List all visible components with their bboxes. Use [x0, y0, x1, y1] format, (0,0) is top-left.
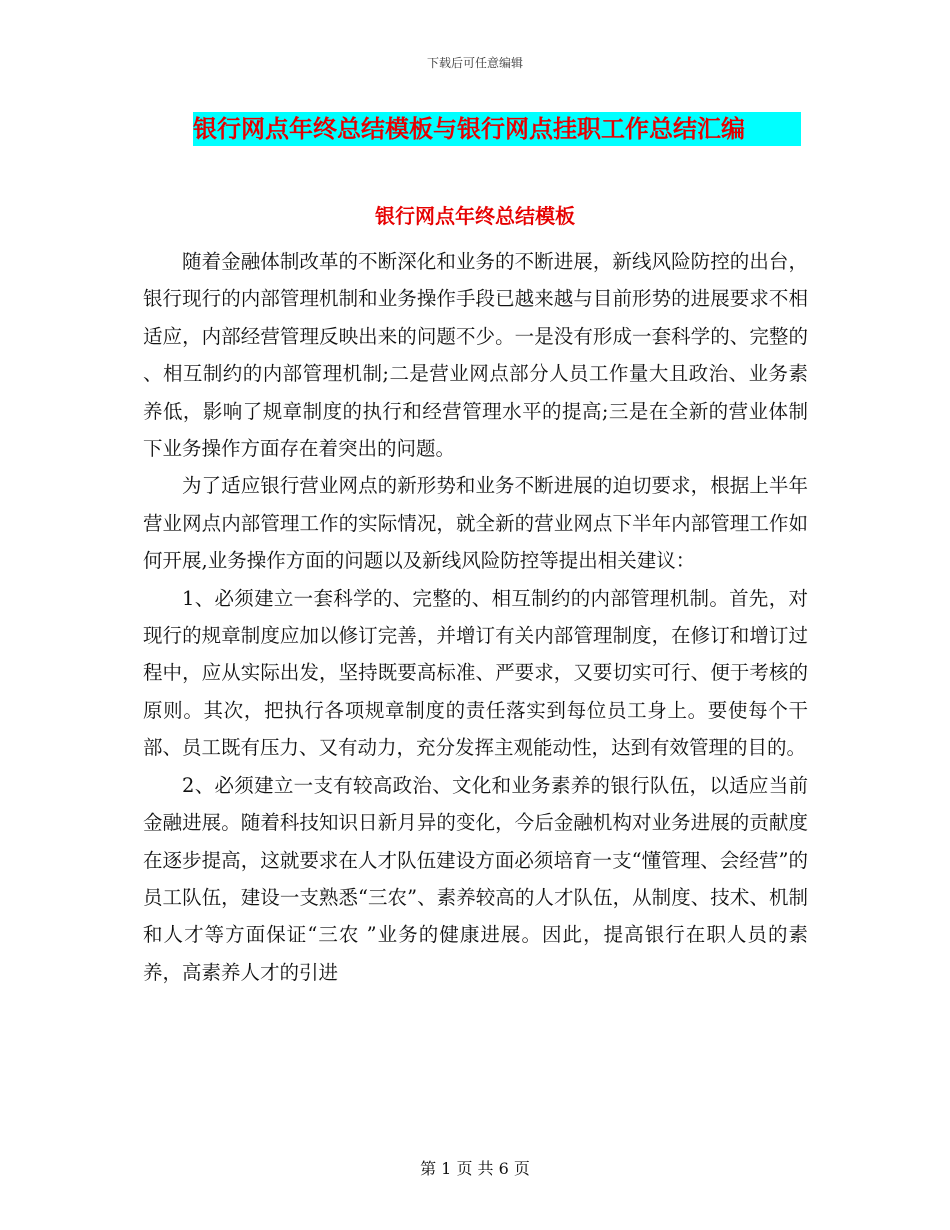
section-title: 银行网点年终总结模板 [375, 204, 575, 228]
document-body [143, 243, 808, 991]
page-number: 第 1 页 共 6 页 [420, 1159, 530, 1178]
paragraph: 2、必须建立一支有较高政治、文化和业务素养的银行队伍，以适应当前金融进展。随着科技知识日新月异的变化，今后金融机构对业务进展的贡献度在逐步提高，这就要求在人才队伍建设方面必须培育一支“懂管理、会经营”的员工队伍，建设一支熟悉“三农”、素养较高的人才队伍，从制度、技术、机制和人才等方面保证“三农 ”业务的健康进展。因此，提高银行在职人员的素养，高素养人才的引进 [143, 773, 808, 984]
paragraph: 1、必须建立一套科学的、完整的、相互制约的内部管理机制。首先，对现行的规章制度应加以修订完善，并增订有关内部管理制度，在修订和增订过程中，应从实际出发，坚持既要高标准、严要求，又要切实可行、便于考核的原则。其次，把执行各项规章制度的责任落实到每位员工身上。要使每个干部、员工既有压力、又有动力，充分发挥主观能动性，达到有效管理的目的。 [143, 586, 808, 760]
paragraph: 为了适应银行营业网点的新形势和业务不断进展的迫切要求，根据上半年营业网点内部管理工作的实际情况，就全新的营业网点下半年内部管理工作如何开展,业务操作方面的问题以及新线风险防控等提出相关建议： [143, 474, 808, 573]
paragraph: 随着金融体制改革的不断深化和业务的不断进展，新线风险防控的出台，银行现行的内部管理机制和业务操作手段已越来越与目前形势的进展要求不相适应，内部经营管理反映出来的问题不少。一是没有形成一套科学的、完整的 、相互制约的内部管理机制;二是营业网点部分人员工作量大且政治、业务素养低，影响了规章制度的执行和经营管理水平的提高;三是在全新的营业体制下业务操作方面存在着突出的问题。 [143, 250, 808, 461]
header-note: 下载后可任意编辑 [426, 56, 523, 70]
document-title: 银行网点年终总结模板与银行网点挂职工作总结汇编 [193, 112, 801, 146]
